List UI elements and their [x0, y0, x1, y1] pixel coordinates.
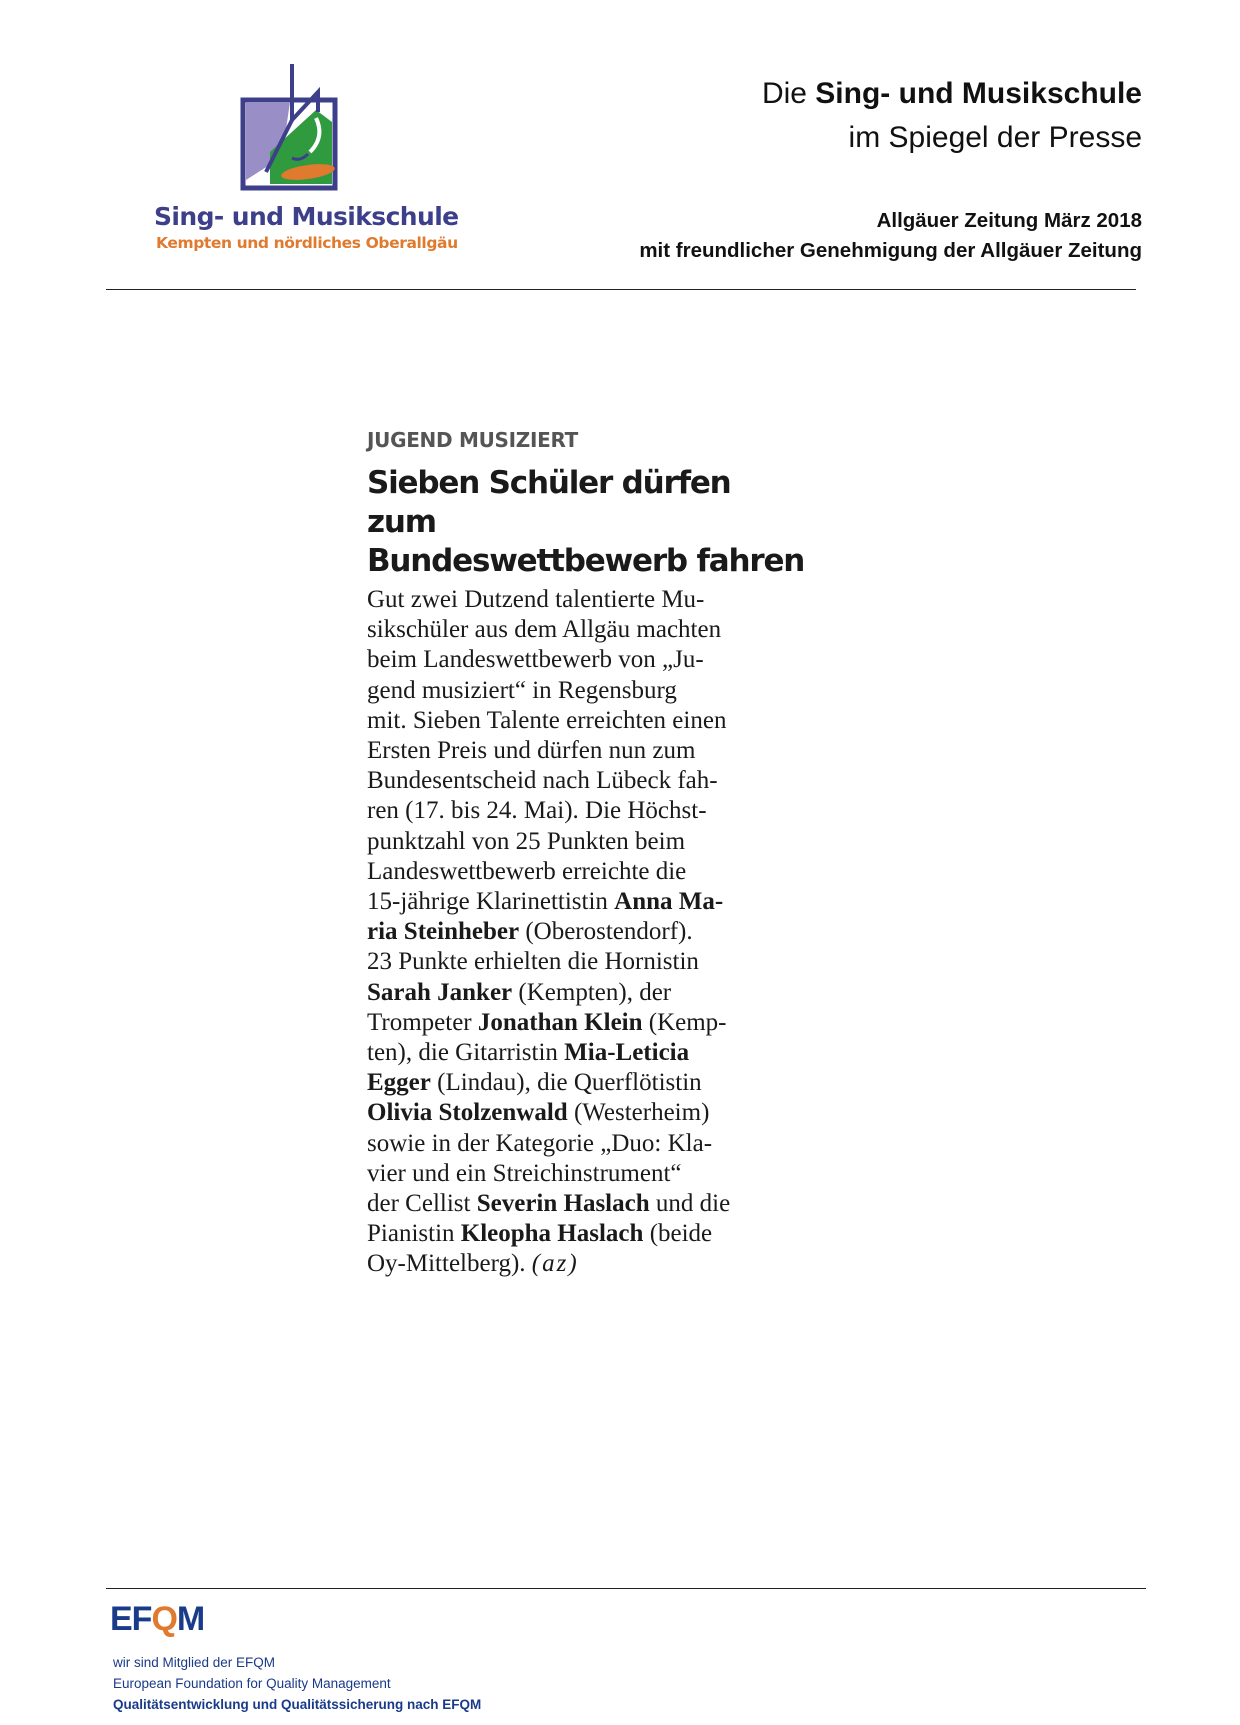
article-kicker: JUGEND MUSIZIERT: [367, 428, 579, 452]
article-text: gend musiziert“ in Regensburg: [367, 676, 677, 704]
header-title-prefix: Die: [761, 77, 816, 110]
article-text: (Westerheim): [567, 1099, 710, 1127]
article-line: [367, 1219, 807, 1249]
article-line: [367, 947, 807, 977]
header-subtitle: im Spiegel der Presse: [848, 121, 1142, 154]
article-line: [367, 1129, 807, 1159]
article-line: [367, 1159, 807, 1189]
newspaper-article: [367, 428, 807, 1280]
footer-member: wir sind Mitglied der EFQM: [113, 1655, 276, 1670]
article-text: 15-jährige Klarinettistin: [367, 888, 615, 916]
article-text: Oy-Mittelberg).: [367, 1250, 532, 1278]
school-name: Sing- und Musikschule: [154, 202, 459, 231]
article-text: Trompeter: [367, 1008, 478, 1036]
person-name: Kleopha Haslach: [460, 1220, 644, 1248]
person-name: Sarah Janker: [367, 978, 513, 1006]
article-text: (beide: [643, 1220, 713, 1248]
article-line: [367, 1098, 807, 1128]
header-source-block: [639, 206, 1142, 266]
article-line: [367, 887, 807, 917]
person-name: Olivia Stolzenwald: [367, 1099, 568, 1127]
article-line: [367, 736, 807, 766]
article-line: [367, 857, 807, 887]
author-credit: (az): [531, 1250, 579, 1278]
efqm-logo: [110, 1600, 204, 1639]
page-footer: [113, 1652, 481, 1715]
efqm-logo-q: Q: [151, 1600, 177, 1638]
person-name: Severin Haslach: [476, 1190, 650, 1218]
article-line: [367, 585, 807, 615]
article-text: (Kemp-: [642, 1008, 727, 1036]
header-source: Allgäuer Zeitung März 2018: [876, 209, 1142, 232]
person-name: Jonathan Klein: [477, 1008, 643, 1036]
person-name: Mia-Leticia: [564, 1039, 690, 1067]
article-line: [367, 676, 807, 706]
header-permission: mit freundlicher Genehmigung der Allgäuer Zeitung: [639, 239, 1142, 262]
article-text: Landeswettbewerb erreichte die: [367, 857, 687, 885]
article-text: Gut zwei Dutzend talentierte Mu-: [367, 586, 705, 613]
article-headline: [367, 464, 807, 581]
article-line: [367, 1189, 807, 1219]
article-text: (Lindau), die Querflötistin: [430, 1069, 702, 1097]
article-text: beim Landeswettbewerb von „Ju-: [367, 646, 704, 674]
article-text: sikschüler aus dem Allgäu machten: [367, 616, 722, 644]
article-text: ren (17. bis 24. Mai). Die Höchst-: [367, 797, 707, 825]
article-body: [367, 585, 807, 1280]
header-title: [639, 72, 1142, 116]
article-line: [367, 706, 807, 736]
school-subtitle: Kempten und nördliches Oberallgäu: [156, 234, 458, 252]
article-text: und die: [649, 1190, 731, 1218]
bottom-divider: [106, 1588, 1146, 1589]
article-text: der Cellist: [367, 1190, 477, 1218]
article-text: mit. Sieben Talente erreichten einen: [367, 706, 727, 734]
article-text: Pianistin: [367, 1220, 461, 1248]
article-line: [367, 1249, 807, 1279]
article-text: (Oberostendorf).: [519, 918, 693, 946]
person-name: Egger: [367, 1069, 431, 1097]
school-logo: [150, 62, 459, 262]
efqm-logo-m: M: [176, 1600, 205, 1638]
page-header: [639, 72, 1142, 266]
headline-line-2: Bundeswettbewerb fahren: [367, 543, 805, 579]
article-line: [367, 796, 807, 826]
headline-line-1: Sieben Schüler dürfen zum: [367, 465, 731, 540]
person-name: ria Steinheber: [367, 918, 520, 946]
article-text: (Kempten), der: [512, 978, 672, 1006]
article-line: [367, 645, 807, 675]
top-divider: [106, 289, 1136, 290]
article-text: 23 Punkte erhielten die Hornistin: [367, 948, 699, 976]
article-line: [367, 917, 807, 947]
article-text: Bundesentscheid nach Lübeck fah-: [367, 767, 718, 795]
footer-foundation: European Foundation for Quality Management: [113, 1676, 391, 1691]
article-line: [367, 766, 807, 796]
footer-quality: Qualitätsentwicklung und Qualitätssicherung nach EFQM: [113, 1697, 482, 1712]
efqm-logo-ef: EF: [110, 1600, 152, 1638]
header-title-bold: Sing- und Musikschule: [815, 77, 1142, 110]
article-line: [367, 978, 807, 1008]
article-text: vier und ein Streichinstrument“: [367, 1159, 682, 1187]
article-line: [367, 1038, 807, 1068]
music-school-logo-icon: [230, 62, 360, 202]
article-text: ten), die Gitarristin: [367, 1039, 565, 1067]
article-text: punktzahl von 25 Punkten beim: [367, 827, 686, 855]
article-text: Ersten Preis und dürfen nun zum: [367, 737, 696, 765]
article-line: [367, 827, 807, 857]
article-line: [367, 1068, 807, 1098]
article-text: sowie in der Kategorie „Duo: Kla-: [367, 1129, 713, 1157]
article-line: [367, 615, 807, 645]
person-name: Anna Ma-: [614, 888, 724, 916]
article-line: [367, 1008, 807, 1038]
